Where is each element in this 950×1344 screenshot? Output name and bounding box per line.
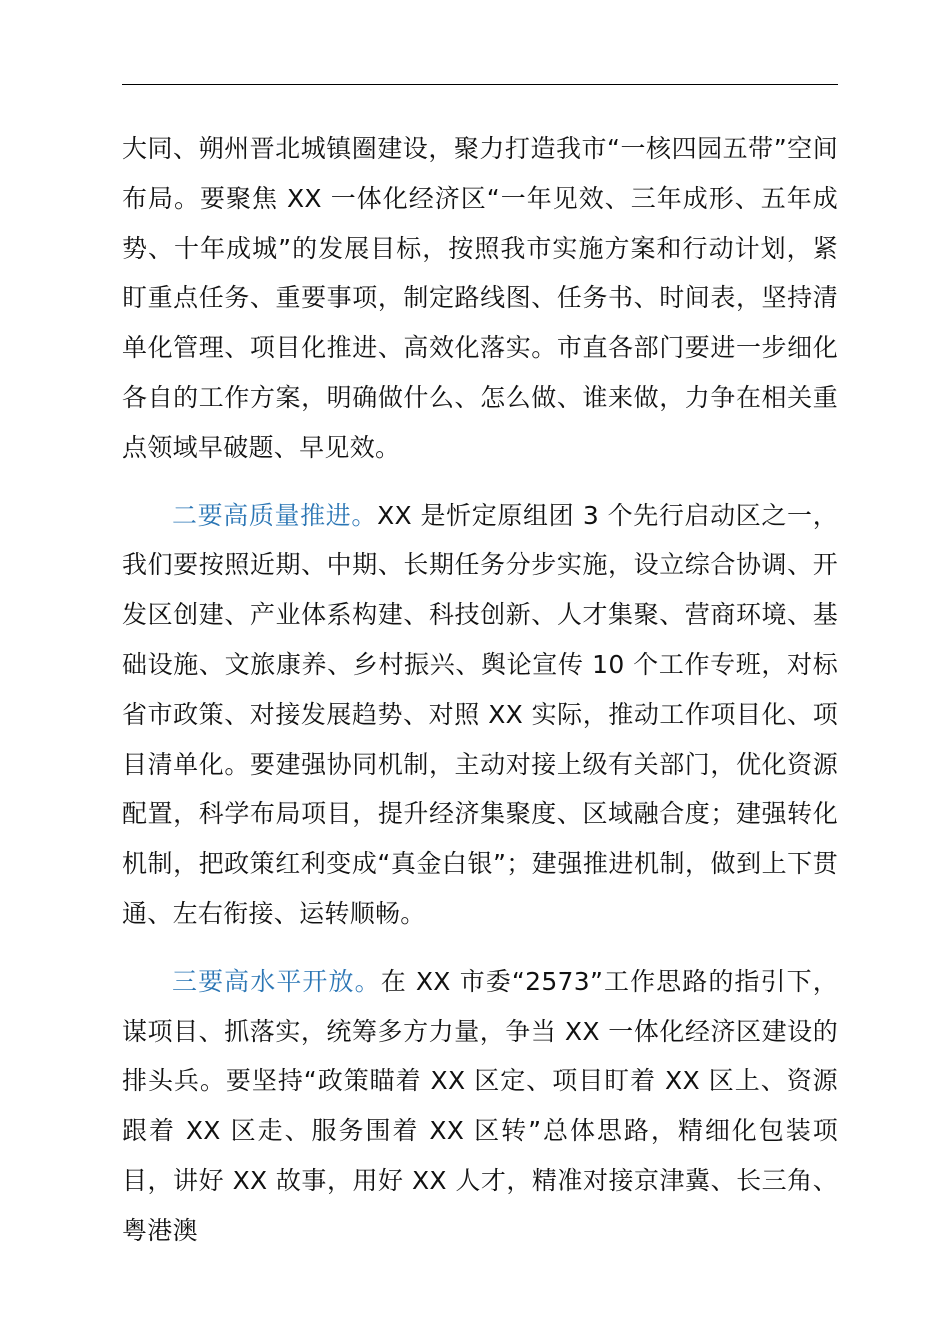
- paragraph-high-quality: [122, 491, 838, 939]
- paragraph-continuation: [122, 124, 838, 473]
- header-rule: [122, 84, 838, 85]
- document-body: [122, 124, 838, 1256]
- paragraph-lead-heading: 三要高水平开放。: [172, 966, 381, 996]
- paragraph-text: 大同、朔州晋北城镇圈建设，聚力打造我市“一核四园五带”空间布局。要聚焦 XX 一体化经济区“一年见效、三年成形、五年成势、十年成城”的发展目标，按照我市实施方案和行动计划，紧盯重点任务、重要事项，制定路线图、任务书、时间表，坚持清单化管理、项目化推进、高效化落实。市直各部门要进一步细化各自的工作方案，明确做什么、怎么做、谁来做，力争在相关重点领域早破题、早见效。: [122, 134, 838, 462]
- paragraph-text: XX 是忻定原组团 3 个先行启动区之一，我们要按照近期、中期、长期任务分步实施，设立综合协调、开发区创建、产业体系构建、科技创新、人才集聚、营商环境、基础设施、文旅康养、乡村振兴、舆论宣传 10 个工作专班，对标省市政策、对接发展趋势、对照 XX 实际，推动工作项目化、项目清单化。要建强协同机制，主动对接上级有关部门，优化资源配置，科学布局项目，提升经济集聚度、区域融合度；建强转化机制，把政策红利变成“真金白银”；建强推进机制，做到上下贯通、左右衔接、运转顺畅。: [122, 500, 838, 928]
- paragraph-lead-heading: 二要高质量推进。: [172, 500, 378, 530]
- paragraph-text: 在 XX 市委“2573”工作思路的指引下，谋项目、抓落实，统筹多方力量，争当 XX 一体化经济区建设的排头兵。要坚持“政策瞄着 XX 区定、项目盯着 XX 区上、资源跟着 XX 区走、服务围着 XX 区转”总体思路，精细化包装项目，讲好 XX 故事，用好 XX 人才，精准对接京津冀、长三角、粤港澳: [122, 966, 838, 1245]
- paragraph-high-level-opening: [122, 957, 838, 1256]
